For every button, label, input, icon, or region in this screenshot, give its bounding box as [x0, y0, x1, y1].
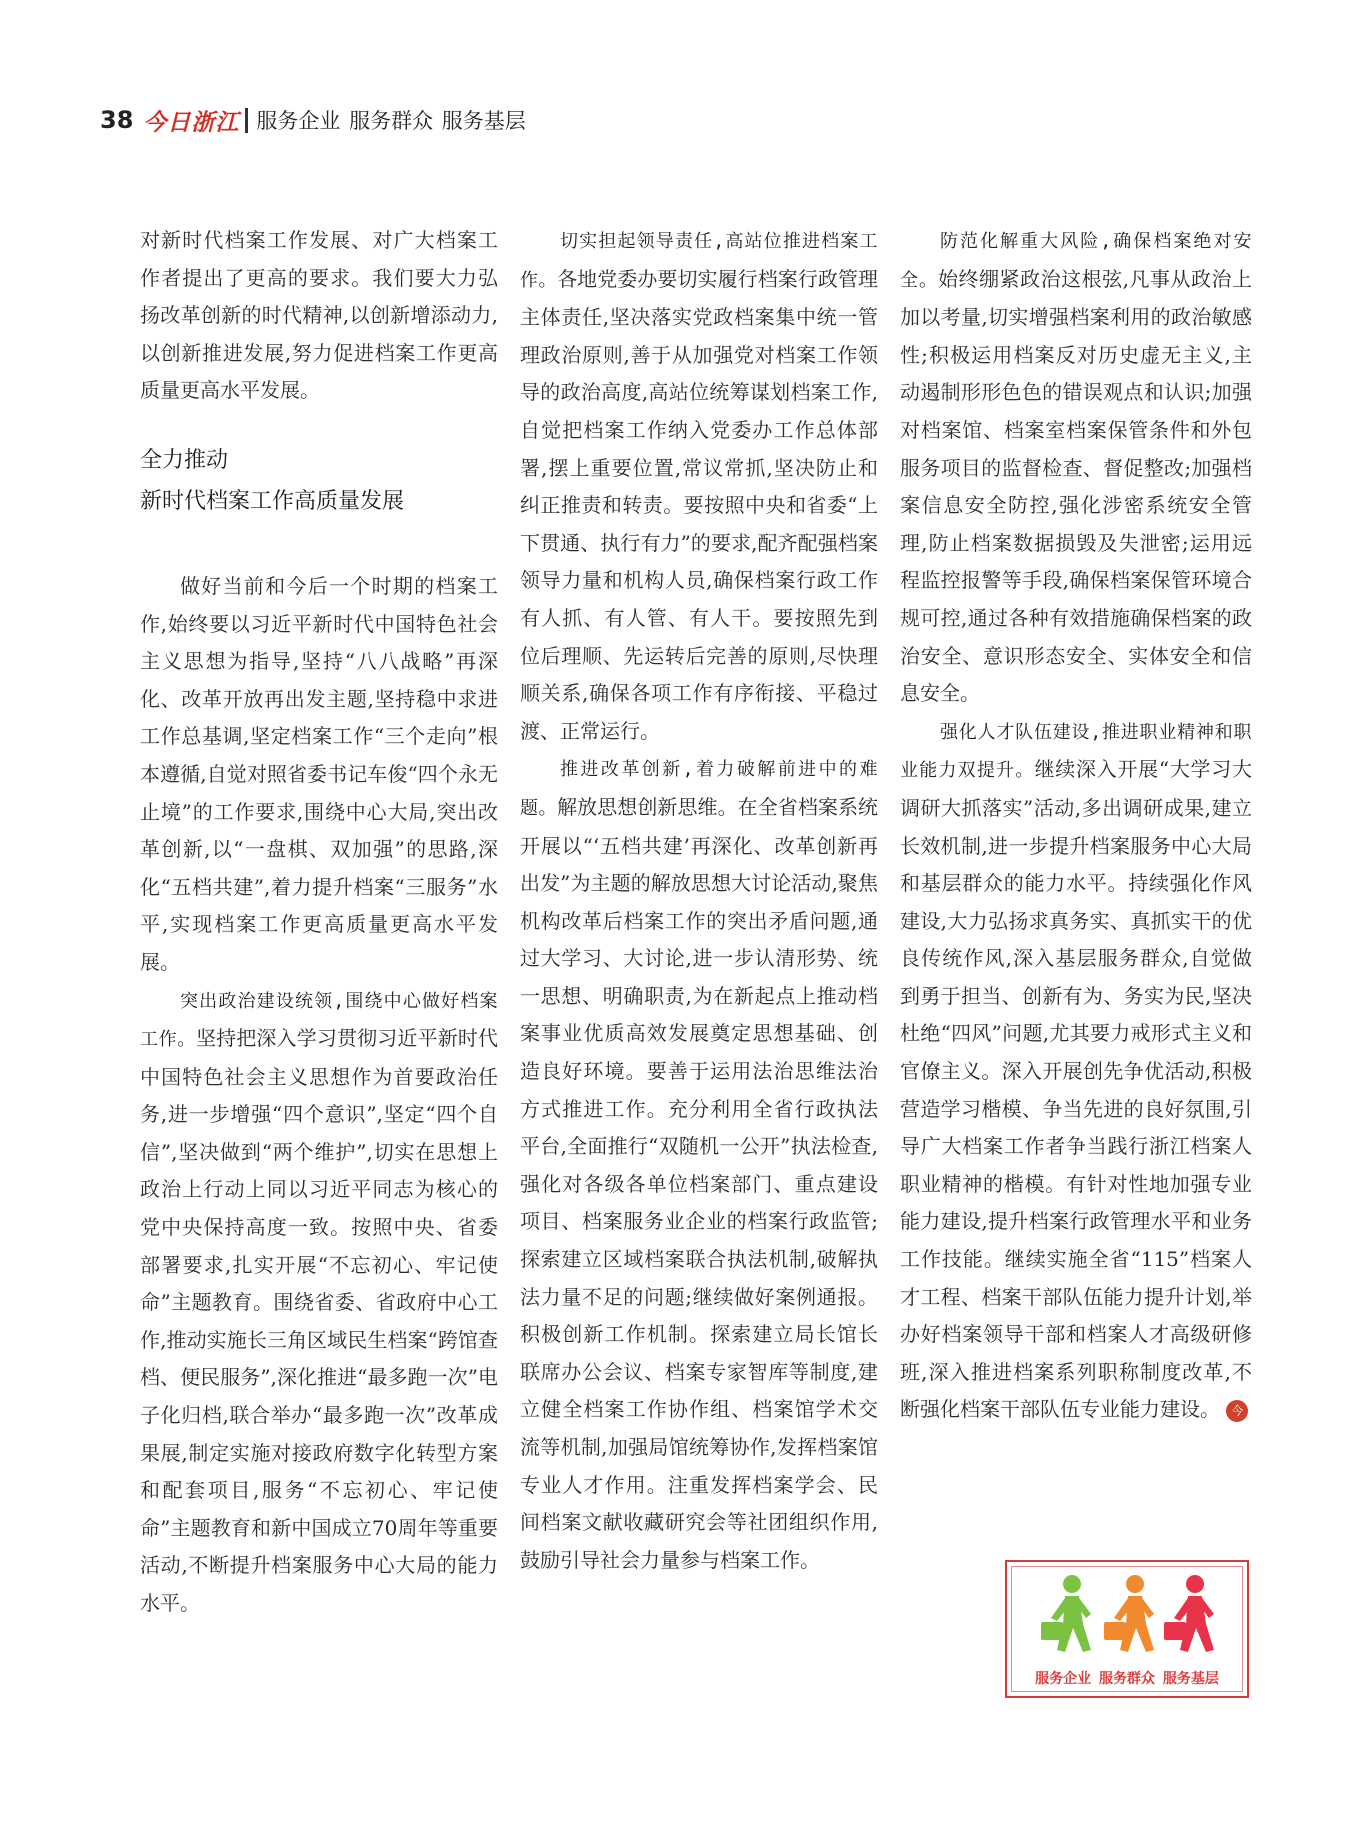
- magazine-logo: 今日浙江: [143, 108, 240, 136]
- paragraph-lead: 切实担起领导责任,高站位推进档案工作。: [520, 231, 878, 291]
- column-3: [900, 222, 1252, 1429]
- section-heading-line-2: 新时代档案工作高质量发展: [140, 488, 405, 514]
- service-badge: [1005, 1560, 1249, 1698]
- orange-figure-icon: [1104, 1575, 1154, 1652]
- body-paragraph-with-lead: [520, 222, 878, 750]
- page-number: 38: [100, 106, 134, 134]
- three-walking-figures-icon: [1027, 1572, 1227, 1662]
- paragraph-text: 始终绷紧政治这根弦,凡事从政治上加以考量,切实增强档案利用的政治敏感性;积极运用档案反对历史虚无主义,主动遏制形形色色的错误观点和认识;加强对档案馆、档案室档案保管条件和外包服务项目的监督检查、督促整改;加强档案信息安全防控,强化涉密系统安全管理,防止档案数据损毁及失泄密;运用远程监控报警等手段,确保档案保管环境合规可控,通过各种有效措施确保档案的政治安全、意识形态安全、实体安全和信息安全。: [900, 266, 1253, 706]
- paragraph-lead: 推进改革创新,着力破解前进中的难题。: [520, 759, 878, 819]
- paragraph-text: 解放思想创新思维。在全省档案系统开展以“‘五档共建’再深化、改革创新再出发”为主题的解放思想大讨论活动,聚焦机构改革后档案工作的突出矛盾问题,通过大学习、大讨论,进一步认清形势、统一思想、明确职责,为在新起点上推动档案事业优质高效发展奠定思想基础、创造良好环境。要善于运用法治思维法治方式推进工作。充分利用全省行政执法平台,全面推行“双随机一公开”执法检查,强化对各级各单位档案部门、重点建设项目、档案服务业企业的档案行政监管;探索建立区域档案联合执法机制,破解执法力量不足的问题;继续做好案例通报。积极创新工作机制。探索建立局长馆长联席办公会议、档案专家智库等制度,建立健全档案工作协作组、档案馆学术交流等机制,加强局馆统筹协作,发挥档案馆专业人才作用。注重发挥档案学会、民间档案文献收藏研究会等社团组织作用,鼓励引导社会力量参与档案工作。: [520, 794, 879, 1572]
- body-paragraph-with-lead: [900, 713, 1252, 1429]
- badge-caption: 服务企业 服务群众 服务基层: [1035, 1671, 1219, 1687]
- intro-paragraph: 对新时代档案工作发展、对广大档案工作者提出了更高的要求。我们要大力弘扬改革创新的时代精神,以创新增添动力,以创新推进发展,努力促进档案工作更高质量更高水平发展。: [140, 228, 498, 403]
- green-figure-icon: [1041, 1575, 1091, 1652]
- paragraph-text: 坚持把深入学习贯彻习近平新时代中国特色社会主义思想作为首要政治任务,进一步增强“四个意识”,坚定“四个自信”,坚决做到“两个维护”,切实在思想上政治上行动上同以习近平同志为核心的党中央保持高度一致。按照中央、省委部署要求,扎实开展“不忘初心、牢记使命”主题教育。围绕省委、省政府中心工作,推动实施长三角区域民生档案“跨馆查档、便民服务”,深化推进“最多跑一次”电子化归档,联合举办“最多跑一次”改革成果展,制定实施对接政府数字化转型方案和配套项目,服务“不忘初心、牢记使命”主题教育和新中国成立70周年等重要活动,不断提升档案服务中心大局的能力水平。: [140, 1026, 499, 1615]
- paragraph-text: 继续深入开展“大学习大调研大抓落实”活动,多出调研成果,建立长效机制,进一步提升档案服务中心大局和基层群众的能力水平。持续强化作风建设,大力弘扬求真务实、真抓实干的优良传统作风,深入基层服务群众,自觉做到勇于担当、创新有为、务实为民,坚决杜绝“四风”问题,尤其要力戒形式主义和官僚主义。深入开展创先争优活动,积极营造学习楷模、争当先进的良好氛围,引导广大档案工作者争当践行浙江档案人职业精神的楷模。有针对性地加强专业能力建设,提升档案行政管理水平和业务工作技能。继续实施全省“115”档案人才工程、档案干部队伍能力提升计划,举办好档案领导干部和档案人才高级研修班,深入推进档案系列职称制度改革,不断强化档案干部队伍专业能力建设。: [900, 757, 1253, 1422]
- paragraph-lead: 防范化解重大风险,确保档案绝对安全。: [900, 231, 1252, 291]
- body-paragraph: 做好当前和今后一个时期的档案工作,始终要以习近平新时代中国特色社会主义思想为指导,坚持“八八战略”再深化、改革开放再出发主题,坚持稳中求进工作总基调,坚定档案工作“三个走向”根本遵循,自觉对照省委书记车俊“四个永无止境”的工作要求,围绕中心大局,突出改革创新,以“一盘棋、双加强”的思路,深化“五档共建”,着力提升档案“三服务”水平,实现档案工作更高质量更高水平发展。: [140, 573, 498, 974]
- body-paragraph-with-lead: [900, 222, 1252, 713]
- paragraph-text: 各地党委办要切实履行档案行政管理主体责任,坚决落实党政档案集中统一管理政治原则,善于从加强党对档案工作领导的政治高度,高站位统筹谋划档案工作,自觉把档案工作纳入党委办工作总体部署,摆上重要位置,常议常抓,坚决防止和纠正推责和转责。要按照中央和省委“上下贯通、执行有力”的要求,配齐配强档案领导力量和机构人员,确保档案行政工作有人抓、有人管、有人干。要按照先到位后理顺、先运转后完善的原则,尽快理顺关系,确保各项工作有序衔接、平稳过渡、正常运行。: [520, 266, 879, 743]
- column-2: [520, 222, 878, 1579]
- body-paragraph-with-lead: [520, 750, 878, 1579]
- section-heading-line-1: 全力推动: [140, 447, 229, 473]
- body-paragraph-with-lead: [140, 982, 498, 1623]
- paragraph-lead: 突出政治建设统领,围绕中心做好档案工作。: [140, 990, 498, 1051]
- section-heading: [140, 440, 498, 522]
- paragraph-lead: 强化人才队伍建设,推进职业精神和职业能力双提升。: [900, 721, 1252, 782]
- header-tagline: 服务企业 服务群众 服务基层: [256, 109, 526, 133]
- column-1: [140, 222, 498, 1623]
- red-figure-icon: [1164, 1575, 1214, 1652]
- article-end-mark-icon: 今: [1226, 1400, 1248, 1422]
- header-divider: [245, 108, 248, 133]
- page-header: [100, 100, 526, 140]
